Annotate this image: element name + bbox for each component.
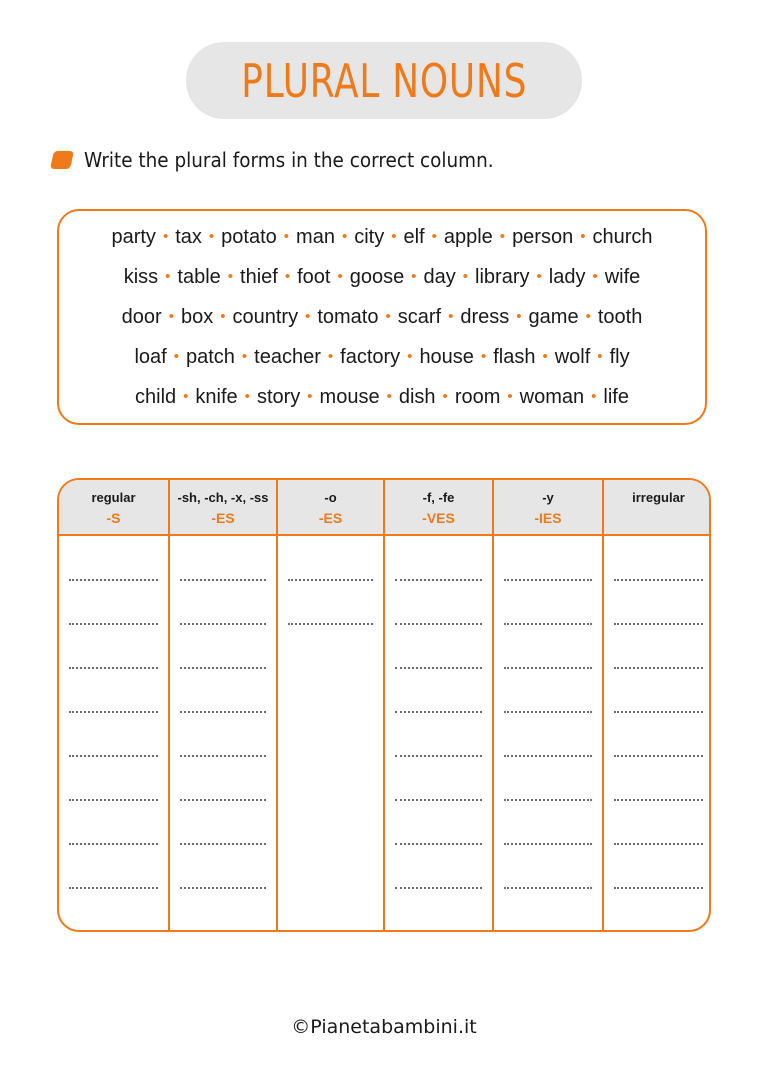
answer-line[interactable] — [59, 749, 168, 793]
separator-dot: • — [165, 268, 171, 285]
separator-dot: • — [227, 268, 234, 285]
answer-line[interactable] — [170, 705, 276, 749]
title-banner — [186, 42, 582, 119]
instruction-text: Write the plural forms in the correct column. — [84, 148, 494, 172]
separator-dot: • — [337, 268, 343, 285]
word-item: country — [232, 306, 299, 328]
answer-line[interactable] — [604, 573, 711, 617]
word-item: church — [592, 226, 653, 248]
word-item: loaf — [134, 346, 167, 368]
answer-line[interactable] — [385, 793, 492, 837]
word-item: goose — [349, 266, 405, 288]
word-item: knife — [195, 386, 238, 408]
separator-dot: • — [407, 348, 413, 365]
word-item: child — [135, 386, 177, 408]
word-item: game — [528, 306, 579, 328]
word-item: house — [419, 346, 474, 368]
separator-dot: • — [220, 308, 226, 325]
separator-dot: • — [283, 228, 290, 245]
word-item: tax — [175, 226, 202, 248]
separator-dot: • — [391, 228, 397, 245]
answer-line[interactable] — [604, 837, 711, 881]
separator-dot: • — [499, 228, 506, 245]
word-item: dish — [398, 386, 436, 408]
separator-dot: • — [542, 348, 548, 365]
word-item: life — [603, 386, 629, 408]
answer-line[interactable] — [59, 793, 168, 837]
separator-dot: • — [173, 348, 179, 365]
answer-line[interactable] — [385, 837, 492, 881]
word-row — [111, 217, 652, 257]
separator-dot: • — [431, 228, 437, 245]
word-item: library — [475, 266, 530, 288]
word-item: dress — [460, 306, 510, 328]
instruction — [52, 148, 529, 172]
word-item: thief — [240, 266, 278, 288]
word-row — [122, 297, 643, 337]
separator-dot: • — [592, 268, 598, 285]
word-item: wolf — [554, 346, 591, 368]
separator-dot: • — [442, 388, 448, 405]
column-header — [278, 480, 383, 536]
word-item: door — [121, 306, 162, 328]
separator-dot: • — [305, 308, 311, 325]
separator-dot: • — [341, 228, 348, 245]
column-header — [170, 480, 276, 536]
column-header — [604, 480, 711, 536]
answer-line[interactable] — [494, 573, 602, 617]
page-title: PLURAL NOUNS — [241, 53, 527, 108]
word-row — [124, 257, 641, 297]
word-item: elf — [403, 226, 425, 248]
separator-dot: • — [480, 348, 487, 365]
answer-line[interactable] — [385, 881, 492, 925]
answer-line[interactable] — [59, 705, 168, 749]
answer-line[interactable] — [278, 573, 383, 617]
answer-line[interactable] — [170, 573, 276, 617]
answer-line[interactable] — [59, 661, 168, 705]
copyright-footer: ©Pianetabambini.it — [291, 1016, 477, 1038]
word-item: man — [296, 226, 335, 248]
answer-line[interactable] — [494, 749, 602, 793]
separator-dot: • — [462, 268, 469, 285]
column-suffix: -VES — [422, 510, 455, 526]
answer-line[interactable] — [59, 617, 168, 661]
word-item: potato — [221, 226, 277, 248]
separator-dot: • — [244, 388, 250, 405]
answer-line[interactable] — [604, 881, 711, 925]
column-suffix: -S — [106, 510, 121, 526]
word-item: room — [454, 386, 501, 408]
column-header — [385, 480, 492, 536]
answer-line[interactable] — [385, 705, 492, 749]
column-header — [59, 480, 168, 536]
word-item: person — [512, 226, 574, 248]
separator-dot: • — [327, 348, 334, 365]
answer-line[interactable] — [494, 881, 602, 925]
answer-line[interactable] — [170, 837, 276, 881]
separator-dot: • — [208, 228, 215, 245]
column-title: irregular — [632, 490, 685, 505]
column-body — [170, 536, 276, 930]
answer-line[interactable] — [604, 749, 711, 793]
word-item: woman — [519, 386, 585, 408]
separator-dot: • — [385, 308, 391, 325]
answer-line[interactable] — [385, 749, 492, 793]
word-item: flash — [493, 346, 536, 368]
separator-dot: • — [516, 308, 522, 325]
column — [59, 480, 170, 930]
answer-line[interactable] — [604, 705, 711, 749]
answer-line[interactable] — [604, 793, 711, 837]
word-item: mouse — [319, 386, 380, 408]
answer-line[interactable] — [494, 793, 602, 837]
answer-line[interactable] — [604, 617, 711, 661]
word-item: apple — [443, 226, 493, 248]
column-title: -f, -fe — [422, 490, 455, 505]
column-body — [385, 536, 492, 930]
answer-line[interactable] — [170, 749, 276, 793]
column-suffix: -ES — [211, 510, 235, 526]
separator-dot: • — [448, 308, 454, 325]
column-suffix: -IES — [534, 510, 562, 526]
column-title: -o — [324, 490, 337, 505]
word-item: story — [256, 386, 301, 408]
answer-line[interactable] — [278, 617, 383, 661]
answer-line[interactable] — [385, 617, 492, 661]
answer-line[interactable] — [604, 661, 711, 705]
separator-dot: • — [307, 388, 313, 405]
separator-dot: • — [168, 308, 174, 325]
word-item: teacher — [254, 346, 321, 368]
word-item: day — [423, 266, 456, 288]
separator-dot: • — [597, 348, 603, 365]
word-row — [134, 337, 629, 377]
plural-table — [57, 478, 711, 932]
column-header — [494, 480, 602, 536]
answer-line[interactable] — [59, 573, 168, 617]
separator-dot: • — [284, 268, 291, 285]
word-item: kiss — [123, 266, 159, 288]
column-body — [59, 536, 168, 930]
word-item: fly — [609, 346, 630, 368]
answer-line[interactable] — [59, 881, 168, 925]
separator-dot: • — [585, 308, 591, 325]
separator-dot: • — [507, 388, 513, 405]
word-item: tomato — [317, 306, 379, 328]
answer-line[interactable] — [59, 837, 168, 881]
separator-dot: • — [183, 388, 189, 405]
bullet-icon — [50, 151, 74, 169]
answer-line[interactable] — [494, 705, 602, 749]
answer-line[interactable] — [170, 881, 276, 925]
separator-dot: • — [162, 228, 169, 245]
answer-line[interactable] — [494, 661, 602, 705]
answer-line[interactable] — [170, 793, 276, 837]
word-item: factory — [340, 346, 401, 368]
word-item: lady — [548, 266, 586, 288]
word-item: tooth — [597, 306, 643, 328]
separator-dot: • — [580, 228, 586, 245]
answer-line[interactable] — [170, 617, 276, 661]
word-item: patch — [185, 346, 235, 368]
column-body — [604, 536, 711, 930]
separator-dot: • — [386, 388, 392, 405]
column-suffix: -ES — [318, 510, 343, 526]
column — [385, 480, 494, 930]
answer-line[interactable] — [385, 573, 492, 617]
word-item: foot — [297, 266, 331, 288]
answer-line[interactable] — [494, 837, 602, 881]
answer-line[interactable] — [170, 661, 276, 705]
word-item: party — [111, 226, 156, 248]
column-body — [494, 536, 602, 930]
word-item: wife — [604, 266, 641, 288]
word-item: table — [177, 266, 221, 288]
word-item: city — [354, 226, 385, 248]
separator-dot: • — [591, 388, 597, 405]
word-row — [135, 377, 629, 417]
answer-line[interactable] — [385, 661, 492, 705]
column-title: regular — [91, 490, 136, 505]
answer-line[interactable] — [494, 617, 602, 661]
word-bank — [57, 209, 707, 425]
column-title: -y — [542, 490, 554, 505]
word-item: scarf — [397, 306, 442, 328]
separator-dot: • — [241, 348, 248, 365]
column-title: -sh, -ch, -x, -ss — [177, 490, 269, 505]
separator-dot: • — [536, 268, 542, 285]
column — [170, 480, 278, 930]
column-body — [278, 536, 383, 930]
word-item: box — [180, 306, 214, 328]
column — [278, 480, 385, 930]
column — [494, 480, 604, 930]
separator-dot: • — [411, 268, 417, 285]
column — [604, 480, 711, 930]
